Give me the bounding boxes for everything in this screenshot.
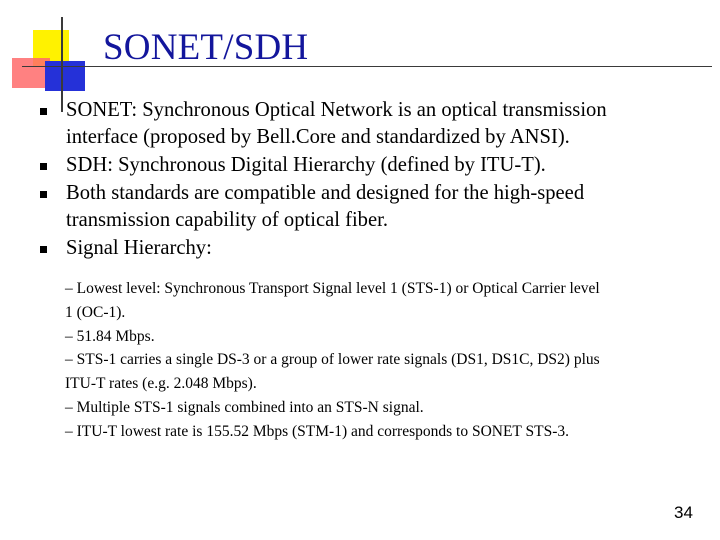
sub-bullet-list (65, 277, 695, 444)
sub-bullet-line: – STS-1 carries a single DS-3 or a group of lower rate signals (DS1, DS1C, DS2) plus (65, 351, 600, 369)
bullet-item (32, 97, 692, 151)
sub-bullet-line: 1 (OC-1). (65, 303, 126, 321)
bullet-list (32, 97, 692, 263)
bullet-line: Both standards are compatible and designed for the high-speed (66, 182, 585, 204)
sub-bullet-line: – 51.84 Mbps. (65, 327, 155, 345)
square-bullet-icon (40, 246, 47, 253)
sub-bullet-line: ITU-T rates (e.g. 2.048 Mbps). (65, 375, 257, 393)
bullet-item (32, 235, 692, 262)
slide-title: SONET/SDH (103, 27, 309, 68)
bullet-line: SDH: Synchronous Digital Hierarchy (defined by ITU-T). (66, 154, 546, 176)
sub-bullet-line: – Lowest level: Synchronous Transport Signal level 1 (STS-1) or Optical Carrier level (65, 280, 600, 297)
sub-bullet-line: – ITU-T lowest rate is 155.52 Mbps (STM-1) and corresponds to SONET STS-3. (65, 422, 569, 440)
square-bullet-icon (40, 191, 47, 198)
bullet-item (32, 152, 692, 179)
square-bullet-icon (40, 163, 47, 170)
page-number: 34 (674, 503, 693, 522)
square-bullet-icon (40, 108, 47, 115)
bullet-item (32, 180, 692, 234)
bullet-line: interface (proposed by Bell.Core and standardized by ANSI). (66, 126, 570, 148)
sub-bullet-line: – Multiple STS-1 signals combined into an STS-N signal. (65, 398, 424, 416)
bullet-line: transmission capability of optical fiber. (66, 209, 388, 231)
bullet-line: Signal Hierarchy: (66, 237, 212, 259)
bullet-line: SONET: Synchronous Optical Network is an optical transmission (66, 99, 607, 121)
